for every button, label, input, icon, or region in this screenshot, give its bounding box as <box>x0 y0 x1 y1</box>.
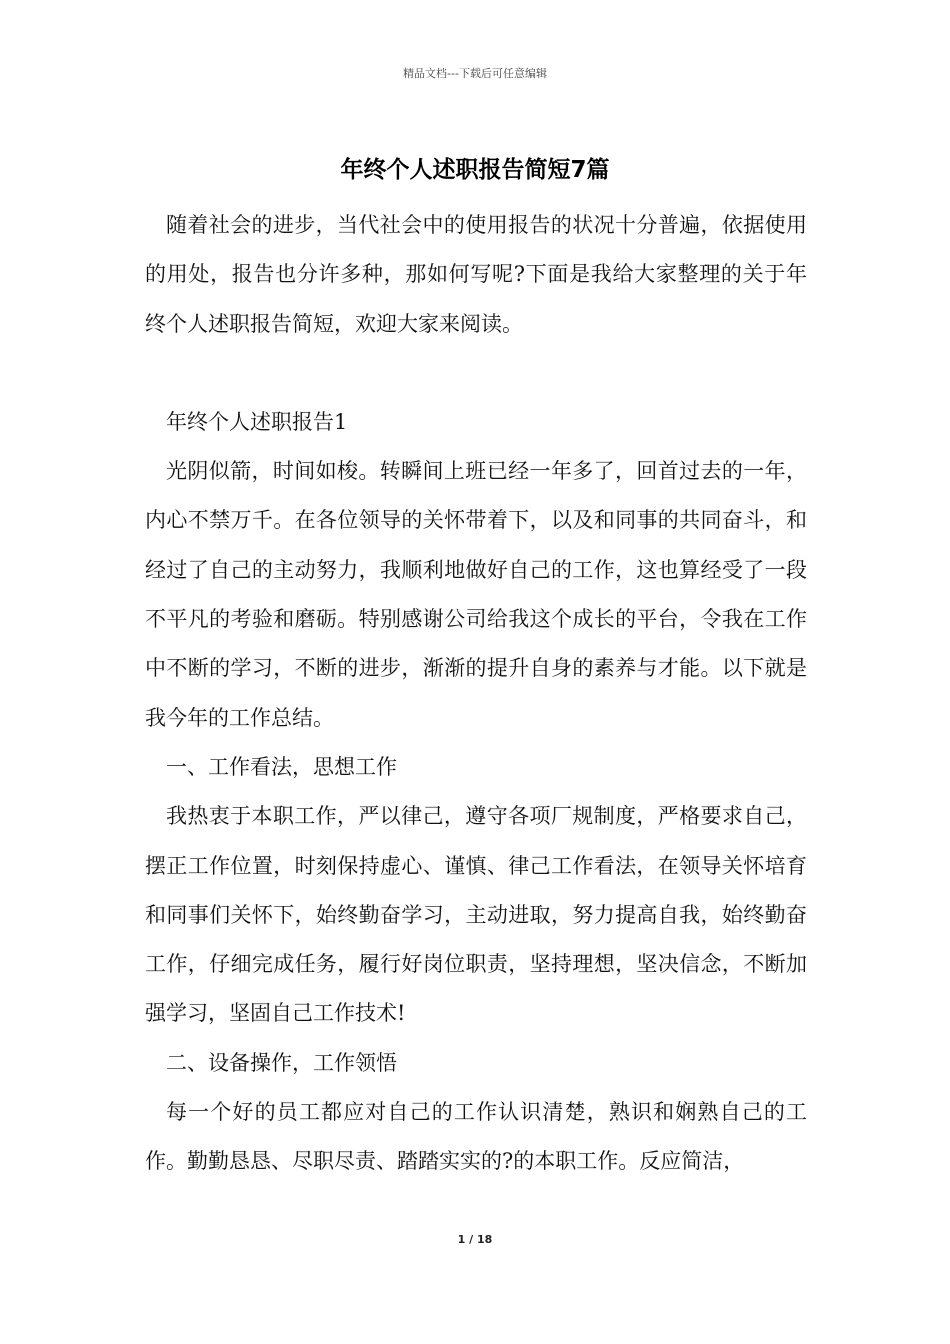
body-paragraph: 光阴似箭，时间如梭。转瞬间上班已经一年多了，回首过去的一年，内心不禁万千。在各位领导的关怀带着下，以及和同事的共同奋斗，和经过了自己的主动努力，我顺利地做好自己的工作，这也算经受了一段不平凡的考验和磨砺。特别感谢公司给我这个成长的平台，令我在工作中不断的学习，不断的进步，渐渐的提升自身的素养与才能。以下就是我今年的工作总结。 <box>145 459 807 730</box>
section-heading-equipment: 二、设备操作，工作领悟 <box>166 1050 397 1075</box>
body-paragraph: 我热衷于本职工作，严以律己，遵守各项厂规制度，严格要求自己，摆正工作位置，时刻保持虚心、谨慎、律己工作看法，在领导关怀培育和同事们关怀下，始终勤奋学习，主动进取，努力提高自我，始终勤奋工作，仔细完成任务，履行好岗位职责，坚持理想，坚决信念，不断加强学习，坚固自己工作技术! <box>145 804 807 1026</box>
page-header: 精品文档---下载后可任意编辑 <box>403 67 547 80</box>
document-body <box>145 201 807 1187</box>
page-number: 1 / 18 <box>457 1233 493 1246</box>
section-heading-attitude: 一、工作看法，思想工作 <box>166 754 397 779</box>
intro-paragraph: 随着社会的进步，当代社会中的使用报告的状况十分普遍，依据使用的用处，报告也分许多种，那如何写呢?下面是我给大家整理的关于年终个人述职报告简短，欢迎大家来阅读。 <box>145 213 807 336</box>
document-title: 年终个人述职报告简短7篇 <box>340 157 610 183</box>
body-paragraph: 每一个好的员工都应对自己的工作认识清楚，熟识和娴熟自己的工作。勤勤恳恳、尽职尽责、踏踏实实的?的本职工作。反应简洁， <box>145 1100 807 1174</box>
section-heading-report-1: 年终个人述职报告1 <box>166 409 348 434</box>
